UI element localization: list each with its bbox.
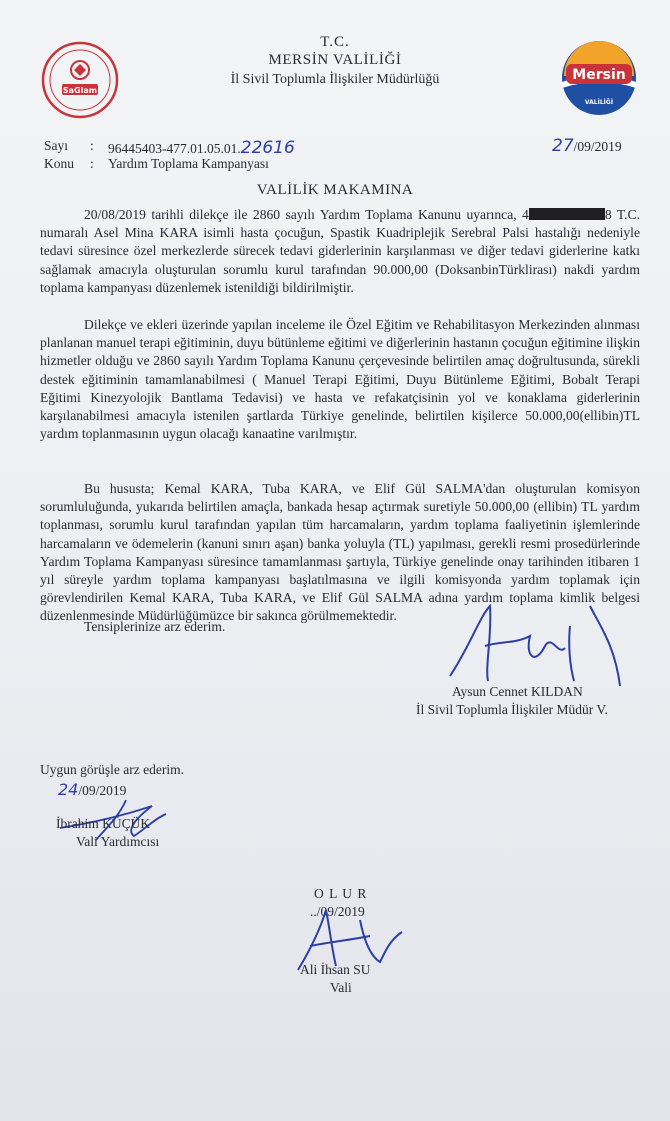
olur-word: O L U R bbox=[314, 886, 368, 901]
seal-logo-text: SaGlam bbox=[62, 86, 98, 95]
mersin-logo-subtext: VALİLİĞİ bbox=[584, 99, 614, 106]
date-rest: /09/2019 bbox=[573, 139, 622, 154]
redaction-bar bbox=[529, 208, 605, 220]
approval-text: Uygun görüşle arz ederim. bbox=[40, 762, 184, 777]
header-governorship: MERSİN VALİLİĞİ bbox=[268, 52, 402, 68]
olur-title: Vali bbox=[330, 980, 352, 995]
sayi-colon: : bbox=[90, 138, 94, 153]
paragraph-2: Dilekçe ve ekleri üzerinde yapılan inceleme ile Özel Eğitim ve Rehabilitasyon Merkezinden alınması planlanan manuel terapi eğitiminin, duyu bütünleme eğitimi ve diğerlerinin hastanın çocuğun eğitimine ilişkin hizmetler olduğu ve 2860 sayılı Yardım Toplama Kanunu çerçevesinde belirtilen amaç doğrultusunda, sürekli destek eğitiminin tamamlanabilmesi ( Manuel Terapi Eğitimi, Duyu Bütünleme Eğitimi, Bobalt Terapi Eğitimi Kinezyolojik Bantlama Tedavisi) ve hasta ve refakatçisinin yol ve konaklama giderlerinin karşılanabilmesi amacıyla istenilen şartlarda Türkiye genelinde, belirtilen kişilerce 50.000,00(ellibin)TL yardım toplanmasının uygun olacağı kanaatine varılmıştır. bbox=[40, 317, 640, 442]
olur-date: ../09/2019 bbox=[310, 904, 365, 919]
signature-director bbox=[440, 586, 640, 696]
header-tc: T.C. bbox=[320, 34, 350, 50]
p1-rest: 8 T.C. numaralı Asel Mina KARA isimli hasta çocuğun, Spastik Kuadriplejik Serebral Palsi hastalığı nedeniyle tedavi süresince özel merkezlerde sürecek tedavi giderlerinin karşılanması ve diğer tedavi giderlerine katkı sağlamak amacıyla oluşturulan sorumlu kurul tarafından 90.000,00 (DoksanbinTürklirası) nakdi yardım toplama kampanyası düzenlemek istenildiği bildirilmiştir. bbox=[40, 207, 640, 295]
olur-name: Ali İhsan SU bbox=[300, 962, 371, 977]
document-date bbox=[552, 136, 622, 156]
p1-start: 20/08/2019 tarihli dilekçe ile 2860 sayılı Yardım Toplama Kanunu uyarınca, 4 bbox=[84, 207, 529, 222]
konu-colon: : bbox=[90, 156, 94, 171]
document-title: VALİLİK MAKAMINA bbox=[256, 182, 414, 198]
approval-name: İbrahim KÜÇÜK bbox=[56, 816, 151, 831]
date-handwritten-day: 27 bbox=[552, 136, 574, 156]
approval-title: Vali Yardımcısı bbox=[76, 834, 160, 849]
konu-label: Konu bbox=[44, 156, 74, 171]
sayi-value: 96445403-477.01.05.01. bbox=[108, 141, 241, 156]
paragraph-4: Tensiplerinize arz ederim. bbox=[84, 619, 226, 634]
signer1-name: Aysun Cennet KILDAN bbox=[452, 684, 583, 699]
sayi-row bbox=[108, 138, 295, 158]
header-directorate: İl Sivil Toplumla İlişkiler Müdürlüğü bbox=[230, 72, 440, 87]
sayi-handwritten: 22616 bbox=[240, 138, 295, 158]
approval-date-rest: /09/2019 bbox=[78, 783, 127, 798]
signer1-title: İl Sivil Toplumla İlişkiler Müdür V. bbox=[416, 702, 608, 717]
paragraph-1 bbox=[40, 206, 640, 297]
konu-value: Yardım Toplama Kampanyası bbox=[108, 156, 269, 171]
mersin-logo-text: Mersin bbox=[572, 67, 626, 83]
sayi-label: Sayı bbox=[44, 138, 69, 153]
approval-date-handwritten: 24 bbox=[58, 780, 79, 799]
paragraph-3: Bu hususta; Kemal KARA, Tuba KARA, ve Elif Gül SALMA'dan oluşturulan komisyon sorumluluğunda, yukarıda belirtilen amaçla, bankada hesap açtırmak suretiyle 50.000,00 (ellibin) TL yardım toplanması, sorumlu kurul tarafından yapılan tüm harcamaların, yardım toplama faaliyetinin işlemlerinde harcamaların ve ödemelerin (kanuni sınırı aşan) banka yoluyla (TL) yapılması, gerekli resmi prosedürlerinde Yardım Toplama Kampanyası süresince tamamlanması şartıyla, Türkiye genelinde onay tarihinden itibaren 1 yıl süreyle yardım toplama kampanyası başlatılmasına ve ilgili komisyonda yardım toplamak için görevlendirilen Kemal KARA, Tuba KARA, ve Elif Gül SALMA adına yardım toplama kimlik belgesi düzenlenmesinde Müdürlüğümüzce bir sakınca görülmemektedir. bbox=[40, 481, 640, 624]
